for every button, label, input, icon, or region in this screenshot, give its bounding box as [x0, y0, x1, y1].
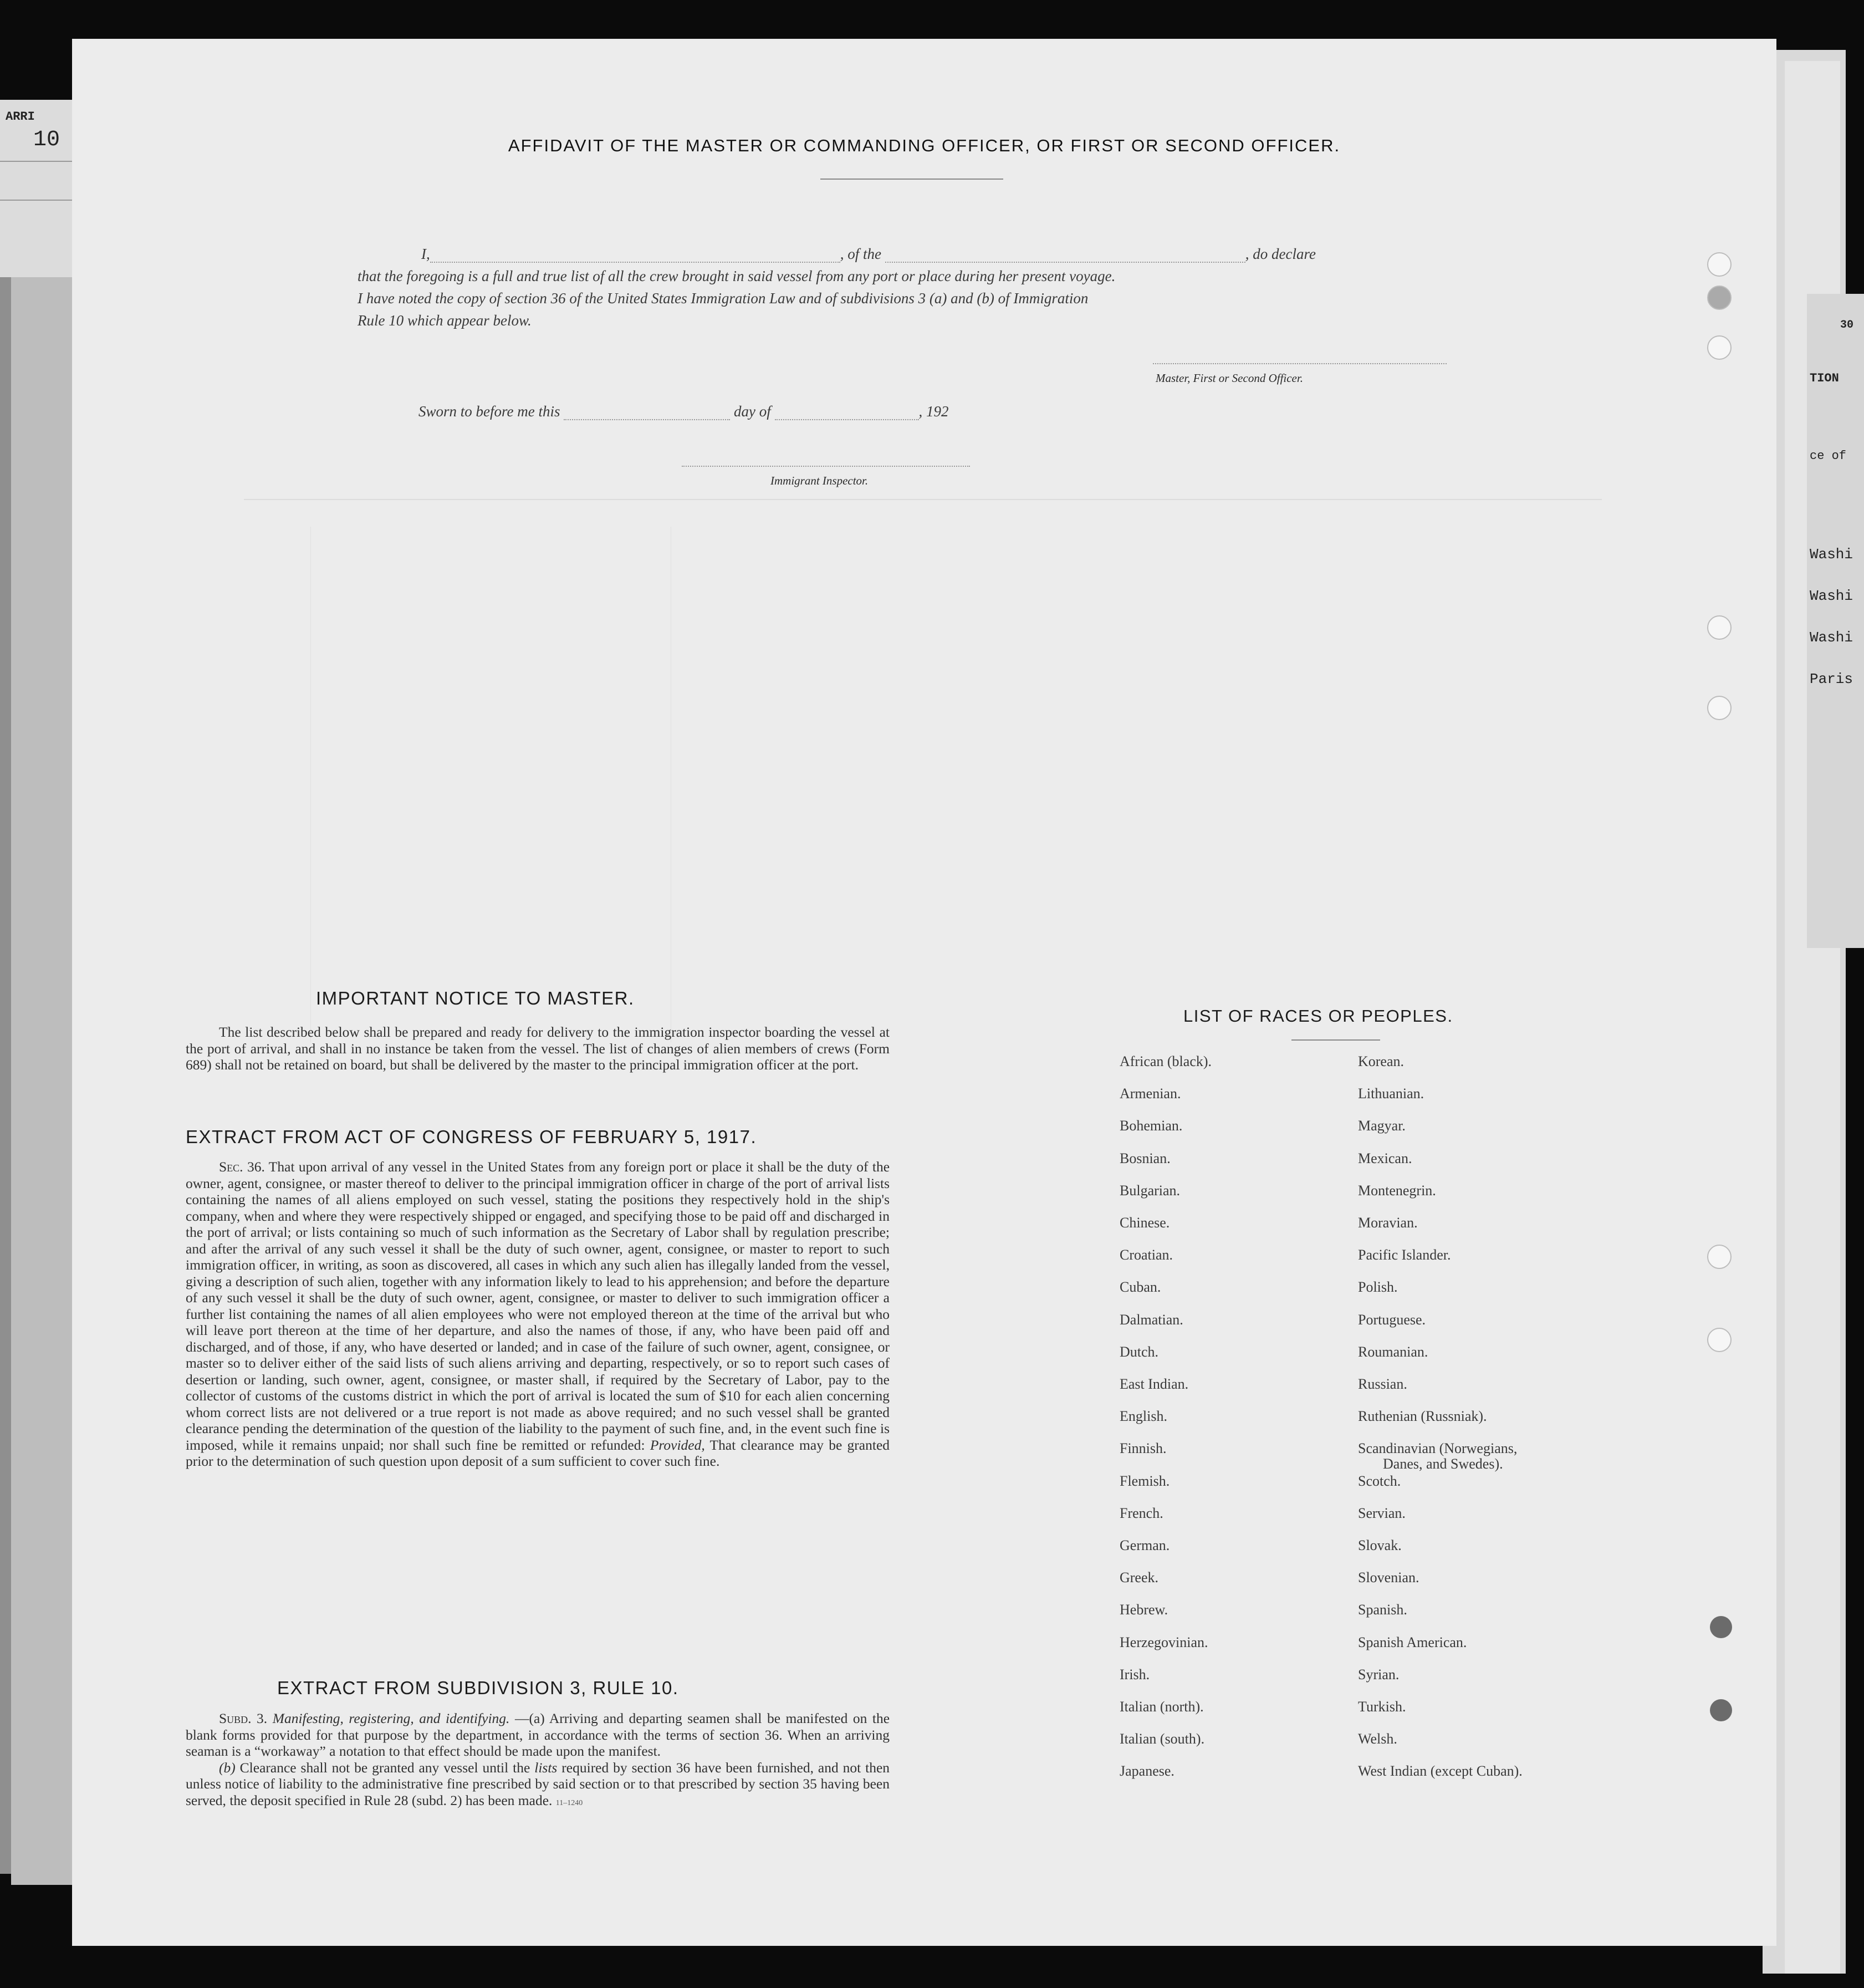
para-b-lists: lists — [534, 1759, 558, 1776]
race-item: Mexican. — [1358, 1150, 1412, 1166]
race-item: Italian (south). — [1120, 1731, 1205, 1747]
race-item: Bohemian. — [1120, 1118, 1183, 1134]
rule-extract-body — [186, 1710, 890, 1811]
i-label: I, — [421, 246, 430, 262]
affidavit-title: AFFIDAVIT OF THE MASTER OR COMMANDING OFFICER, OR FIRST OR SECOND OFFICER. — [508, 136, 1341, 155]
races-divider — [1291, 1039, 1380, 1041]
punch-hole — [1707, 286, 1732, 310]
right-row: Washi — [1810, 588, 1853, 604]
sworn-prefix: Sworn to before me this — [418, 403, 560, 420]
punch-hole — [1707, 696, 1732, 720]
race-item: Bulgarian. — [1120, 1182, 1181, 1199]
vessel-field[interactable] — [885, 262, 1245, 263]
punch-hole — [1707, 1245, 1732, 1269]
race-item: Moravian. — [1358, 1215, 1418, 1231]
para-b-text-2: required by section 36 have been furnished, and not then unless notice of liability to the administrative fine prescribed by said section or to that prescribed by section 35 having been served, the deposit specified in Rule 28 (subd. 2) has been made. — [186, 1759, 890, 1808]
race-item: Dutch. — [1120, 1343, 1159, 1360]
manifest-page — [72, 39, 1776, 1946]
race-item: Roumanian. — [1358, 1343, 1428, 1360]
notice-title: IMPORTANT NOTICE TO MASTER. — [316, 988, 635, 1008]
race-item: Syrian. — [1358, 1666, 1400, 1683]
race-item: Italian (north). — [1120, 1699, 1204, 1715]
races-title: LIST OF RACES OR PEOPLES. — [1183, 1006, 1453, 1026]
sworn-month-field[interactable] — [775, 419, 919, 420]
race-item: African (black). — [1120, 1053, 1212, 1069]
declaration-line-2: that the foregoing is a full and true list of all the crew brought in said vessel from any port or place during her present voyage. — [358, 268, 1116, 284]
race-item: Turkish. — [1358, 1699, 1406, 1715]
declaration-line-4: Rule 10 which appear below. — [358, 312, 532, 329]
race-item: Herzegovinian. — [1120, 1634, 1208, 1650]
right-number: 30 — [1840, 319, 1854, 332]
form-number: 11–1240 — [555, 1798, 583, 1807]
master-signature-field[interactable] — [1153, 363, 1447, 364]
name-field[interactable] — [430, 262, 840, 263]
race-item: Flemish. — [1120, 1472, 1170, 1489]
sworn-day-field[interactable] — [564, 419, 730, 420]
race-item: Danes, and Swedes). — [1383, 1456, 1503, 1472]
punch-hole — [1707, 335, 1732, 360]
right-label: TION — [1810, 371, 1839, 385]
year-label: , 192 — [918, 403, 949, 420]
race-item: Dalmatian. — [1120, 1311, 1183, 1328]
arrival-label: ARRI — [6, 110, 35, 124]
race-item: East Indian. — [1120, 1376, 1189, 1392]
punch-hole-dark — [1710, 1616, 1732, 1638]
rule-para-a — [186, 1710, 890, 1760]
race-item: Chinese. — [1120, 1215, 1170, 1231]
punch-hole-dark — [1710, 1699, 1732, 1721]
right-underlying-page — [1807, 294, 1864, 948]
rule-para-b — [186, 1760, 890, 1812]
race-item: Portuguese. — [1358, 1311, 1426, 1328]
race-item: Cuban. — [1120, 1279, 1161, 1296]
race-item: Hebrew. — [1120, 1602, 1168, 1618]
punch-hole — [1707, 615, 1732, 640]
punch-hole — [1707, 252, 1732, 277]
act-extract-title: EXTRACT FROM ACT OF CONGRESS OF FEBRUARY 5, 1917. — [186, 1126, 757, 1147]
right-row: Washi — [1810, 546, 1853, 563]
race-item: Finnish. — [1120, 1440, 1167, 1457]
declaration-line-1 — [421, 246, 1316, 263]
race-item: Spanish. — [1358, 1602, 1407, 1618]
race-item: Montenegrin. — [1358, 1182, 1436, 1199]
inspector-signature-field[interactable] — [682, 466, 970, 467]
divider — [0, 161, 80, 162]
race-item: Pacific Islander. — [1358, 1247, 1451, 1263]
right-row: Washi — [1810, 629, 1853, 646]
notice-body: The list described below shall be prepared and ready for delivery to the immigration inspector boarding the vessel at the port of arrival, and shall in no instance be taken from the vessel. The list of changes of alien members of crews (Form 689) shall not be retained on board, but shall be delivered by the master to the principal immigration officer at the port. — [186, 1024, 890, 1073]
race-item: Lithuanian. — [1358, 1085, 1424, 1102]
section-text: That upon arrival of any vessel in the United States from any foreign port or place it shall be the duty of the owner, agent, consignee, or master thereof to deliver to the principal immigration officer in charge of the port of arrival lists containing the names of all aliens employed on such vessel, stating the positions they respectively hold in the ship's company, when and where they were respectively shipped or engaged, and specifying those to be paid off and discharged in the port of arrival; or lists containing so much of such information as the Secretary of Labor shall by regulation prescribe; and after the arrival of any such vessel it shall be the duty of such owner, agent, consignee, or master to report to such immigration officer, in writing, as soon as discovered, all cases in which any such alien has illegally landed from the vessel, giving a description of such alien, together with any information likely to lead to his apprehension; and before the departure of any such vessel it shall be the duty of such owner, agent, consignee, or master to deliver to such immigration officer a further list containing the names of all alien employees who were not employed thereon at the time of the arrival but who will leave port thereon at the time of her departure, and also the names of those, if any, who have been paid off and discharged, and of those, if any, who have deserted or landed; and in case of the failure of such owner, agent, consignee, or master so to deliver either of the said lists of such aliens arriving and departing, respectively, or so to report such cases of desertion or landing, such owner, agent, consignee, or master shall, if required by the Secretary of Labor, pay to the collector of customs of the customs district in which the port of arrival is located the sum of $10 for each alien concerning whom correct lists are not delivered or a true report is not made as above required; and no such vessel shall be granted clearance pending the determination of the question of the liability to the payment of such fine, and, in the event such fine is imposed, while it remains unpaid; nor shall such fine be remitted or refunded: — [186, 1159, 890, 1453]
arrival-number: 10 — [33, 128, 60, 152]
race-item: Polish. — [1358, 1279, 1398, 1296]
act-extract-body — [186, 1159, 890, 1470]
race-item: Croatian. — [1120, 1247, 1173, 1263]
race-item: Slovak. — [1358, 1537, 1402, 1553]
race-item: German. — [1120, 1537, 1170, 1553]
race-item: Magyar. — [1358, 1118, 1406, 1134]
race-item: West Indian (except Cuban). — [1358, 1763, 1523, 1780]
subd-label: Subd. 3. — [219, 1710, 268, 1726]
race-item: Korean. — [1358, 1053, 1405, 1069]
inspector-label: Immigrant Inspector. — [770, 474, 869, 487]
para-a-prefix: —(a) — [514, 1710, 545, 1726]
race-item: Russian. — [1358, 1376, 1407, 1392]
section-text-end: That clearance may be granted prior to the determination of such question upon deposit of a sum sufficient to cover such fine. — [186, 1436, 890, 1469]
para-b-prefix: (b) — [219, 1759, 236, 1776]
left-underlying-page-header — [0, 100, 80, 277]
para-a-text: Arriving and departing seamen shall be manifested on the blank forms provided for that purpose by the department, in accordance with the terms of section 36. When an arriving seaman is a “workaway” a notation to that effect should be made upon the manifest. — [186, 1710, 890, 1759]
right-row: Paris — [1810, 671, 1853, 687]
race-item: Welsh. — [1358, 1731, 1397, 1747]
provided-label: Provided, — [650, 1436, 705, 1453]
master-signature-label: Master, First or Second Officer. — [1156, 371, 1303, 385]
title-divider — [820, 179, 1003, 180]
subd-heading: Manifesting, registering, and identifying. — [272, 1710, 510, 1726]
declaration-line-3: I have noted the copy of section 36 of the United States Immigration Law and of subdivisions 3 (a) and (b) of Immigration — [358, 290, 1089, 307]
race-item: Japanese. — [1120, 1763, 1174, 1780]
race-item: Spanish American. — [1358, 1634, 1467, 1650]
race-item: Slovenian. — [1358, 1569, 1419, 1586]
race-item: Bosnian. — [1120, 1150, 1171, 1166]
right-line: ce of — [1810, 449, 1847, 463]
para-b-text-1: Clearance shall not be granted any vessel until the — [239, 1759, 530, 1776]
race-item: Irish. — [1120, 1666, 1150, 1683]
section-label: Sec. 36. — [219, 1159, 265, 1175]
of-the-label: , of the — [840, 246, 881, 262]
rule-extract-title: EXTRACT FROM SUBDIVISION 3, RULE 10. — [277, 1678, 679, 1698]
race-item: Greek. — [1120, 1569, 1159, 1586]
divider — [0, 200, 80, 201]
race-item: French. — [1120, 1505, 1163, 1521]
day-of-label: day of — [734, 403, 771, 420]
race-item: Ruthenian (Russniak). — [1358, 1408, 1487, 1425]
race-item: Scotch. — [1358, 1472, 1401, 1489]
race-item: Servian. — [1358, 1505, 1406, 1521]
race-item: Armenian. — [1120, 1085, 1181, 1102]
do-declare-label: , do declare — [1245, 246, 1316, 262]
left-underlying-page-body — [11, 277, 72, 1885]
race-item: English. — [1120, 1408, 1167, 1425]
sworn-line — [418, 403, 949, 420]
race-item: Scandinavian (Norwegians, — [1358, 1440, 1518, 1457]
punch-hole — [1707, 1328, 1732, 1352]
